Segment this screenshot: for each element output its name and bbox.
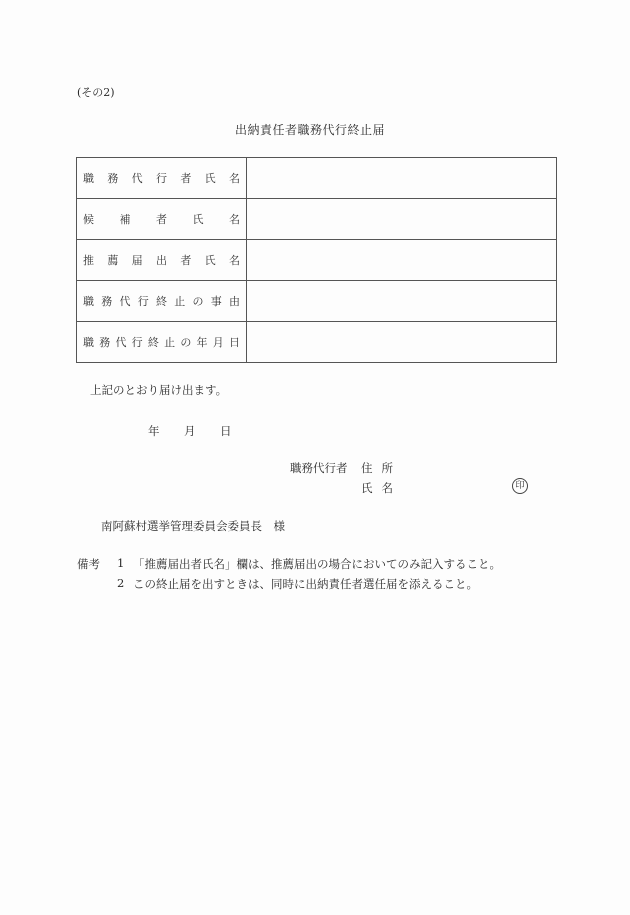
name-label: 氏名 (361, 481, 402, 495)
value-recommender-name[interactable] (247, 240, 557, 281)
addressee: 南阿蘇村選挙管理委員会委員長 様 (101, 519, 285, 533)
label-char: 者 (156, 213, 167, 226)
date-year: 年 (148, 424, 160, 438)
label-recommender-name (77, 240, 247, 281)
label-char: 氏 (192, 213, 204, 226)
note-number: 2 (117, 576, 125, 590)
table-row (77, 281, 557, 322)
table-row (77, 240, 557, 281)
label-char: の (192, 295, 204, 308)
label-char: 日 (228, 336, 240, 349)
note-text: この終止届を出すときは、同時に出納責任者選任届を添えること。 (133, 577, 478, 591)
label-char: 代 (115, 336, 127, 349)
label-char: 者 (180, 254, 192, 267)
value-termination-date[interactable] (247, 322, 557, 363)
form-table (76, 157, 557, 363)
address-label: 住所 (361, 461, 402, 475)
document-title: 出納責任者職務代行終止届 (235, 123, 386, 137)
label-char: 代 (131, 172, 143, 185)
label-acting-person-name (77, 158, 247, 199)
label-char: 行 (131, 336, 143, 349)
note-number: 1 (117, 556, 125, 570)
label-char: 名 (228, 254, 240, 267)
label-char: 者 (180, 172, 192, 185)
label-char: 職 (83, 295, 94, 308)
label-char: 務 (101, 295, 113, 308)
label-char: 行 (155, 172, 167, 185)
form-number: (その2) (77, 86, 115, 99)
label-char: 止 (174, 295, 186, 308)
label-char: 事 (210, 295, 222, 308)
label-char: 薦 (107, 254, 119, 267)
date-day: 日 (220, 424, 232, 438)
label-char: 出 (155, 254, 167, 267)
label-candidate-name (77, 199, 247, 240)
value-acting-person-name[interactable] (247, 158, 557, 199)
label-termination-date (77, 322, 247, 363)
notes-title: 備考 (77, 557, 100, 571)
label-char: 務 (107, 172, 119, 185)
value-candidate-name[interactable] (247, 199, 557, 240)
value-termination-reason[interactable] (247, 281, 557, 322)
statement-text: 上記のとおり届け出ます。 (90, 383, 228, 397)
label-char: 氏 (204, 254, 216, 267)
label-char: 補 (119, 213, 131, 226)
label-termination-reason (77, 281, 247, 322)
label-char: 終 (147, 336, 159, 349)
label-char: 終 (156, 295, 167, 308)
table-row (77, 322, 557, 363)
label-char: 氏 (204, 172, 216, 185)
label-char: 名 (228, 172, 240, 185)
label-char: 職 (83, 172, 94, 185)
signature-role: 職務代行者 (290, 461, 348, 475)
label-char: 行 (137, 295, 149, 308)
label-char: 推 (83, 254, 94, 267)
label-char: 代 (119, 295, 131, 308)
label-char: 職 (83, 336, 94, 349)
label-char: 由 (229, 295, 240, 308)
note-text: 「推薦届出者氏名」欄は、推薦届出の場合においてのみ記入すること。 (133, 557, 501, 571)
date-month: 月 (184, 424, 196, 438)
label-char: 候 (83, 213, 94, 226)
label-char: 止 (164, 336, 176, 349)
label-char: の (180, 336, 192, 349)
table-row (77, 199, 557, 240)
label-char: 月 (212, 336, 224, 349)
label-char: 届 (131, 254, 143, 267)
label-char: 年 (196, 336, 208, 349)
seal-icon: 印 (512, 478, 528, 494)
label-char: 務 (99, 336, 111, 349)
table-row (77, 158, 557, 199)
label-char: 名 (229, 213, 240, 226)
